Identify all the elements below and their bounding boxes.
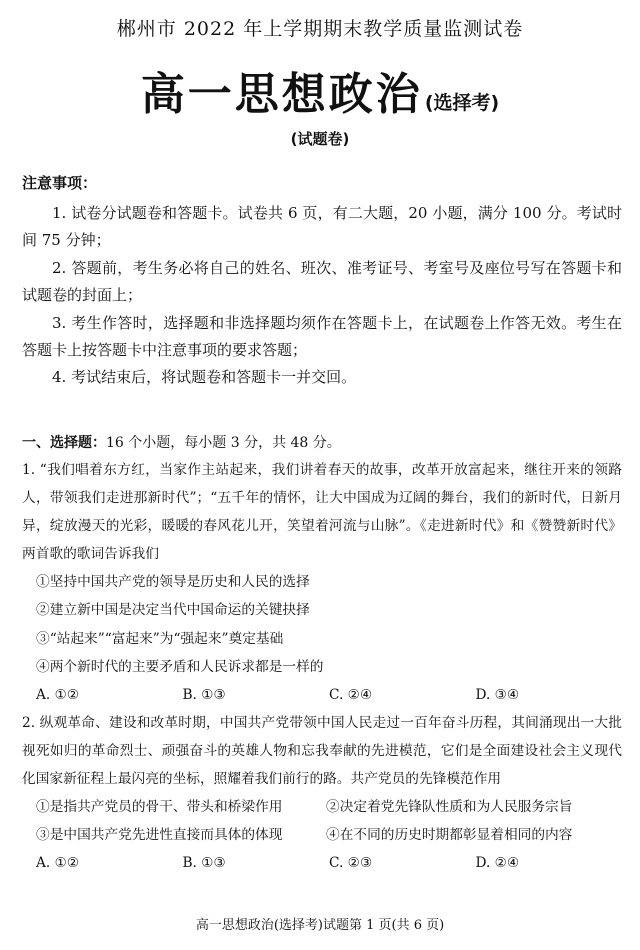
- question-option: ④两个新时代的主要矛盾和人民诉求都是一样的: [36, 658, 324, 675]
- notice-list: [22, 200, 622, 392]
- question-option: ②建立新中国是决定当代中国命运的关键抉择: [36, 602, 310, 619]
- answer-choice-a: A. ①②: [36, 855, 80, 872]
- page-footer: 高一思想政治(选择考)试题第 1 页(共 6 页): [195, 918, 445, 933]
- question-1: [22, 456, 622, 709]
- answer-choice-c: C. ②④: [329, 686, 373, 703]
- answer-choices: [22, 681, 622, 709]
- option-row: [22, 793, 622, 821]
- question-2: [22, 709, 622, 878]
- question-option: ③“站起来”“富起来”为“强起来”奠定基础: [36, 630, 284, 647]
- answer-choice-d: D. ③④: [475, 686, 520, 703]
- question-stem: 1. “我们唱着东方红，当家作主站起来，我们讲着春天的故事，改革开放富起来，继往开来的领路人，带领我们走进那新时代”；“五千年的情怀，让大中国成为辽阔的舞台，我们的新时代，日新月异，绽放漫天的光彩，暖暖的春风花儿开，笑望着河流与山脉”。《走进新时代》和《赞赞新时代》两首歌的歌词告诉我们: [22, 462, 622, 563]
- notice-title: 注意事项：: [22, 174, 98, 192]
- section-label: 一、选择题：: [22, 435, 106, 451]
- exam-org-title: 郴州市 2022 年上学期期末教学质量监测试卷: [116, 18, 524, 40]
- question-option: ①坚持中国共产党的领导是历史和人民的选择: [36, 574, 310, 591]
- booklet-label: (试题卷): [290, 130, 350, 148]
- answer-choice-b: B. ①③: [182, 855, 226, 872]
- question-option: ③是中国共产党先进性直接而具体的体现: [36, 827, 283, 844]
- question-option: ②决定着党先锋队性质和为人民服务宗旨: [326, 799, 573, 816]
- notice-item: 1. 试卷分试题卷和答题卡。试卷共 6 页，有二大题，20 小题，满分 100 分。考试时间 75 分钟；: [22, 204, 622, 250]
- answer-choice-d: D. ②④: [475, 855, 520, 872]
- subject-title: 高一思想政治: [140, 69, 423, 120]
- subject-title-line: [0, 58, 640, 122]
- question-list: [22, 456, 622, 877]
- subject-note: (选择考): [424, 92, 500, 114]
- answer-choice-c: C. ②③: [329, 855, 373, 872]
- section-info: 16 个小题，每小题 3 分，共 48 分。: [106, 435, 341, 451]
- option-row: [22, 821, 622, 849]
- question-option: ④在不同的历史时期都彰显着相同的内容: [326, 827, 573, 844]
- answer-choice-b: B. ①③: [182, 686, 226, 703]
- question-option: ①是指共产党员的骨干、带头和桥梁作用: [36, 799, 283, 816]
- notice-item: 4. 考试结束后，将试题卷和答题卡一并交回。: [52, 368, 357, 387]
- notice-item: 3. 考生作答时，选择题和非选择题均须作在答题卡上，在试题卷上作答无效。考生在答题卡上按答题卡中注意事项的要求答题；: [22, 313, 622, 360]
- notice-item: 2. 答题前，考生务必将自己的姓名、班次、准考证号、考室号及座位号写在答题卡和试题卷的封面上；: [22, 258, 622, 305]
- section-heading: [22, 432, 341, 452]
- answer-choice-a: A. ①②: [36, 686, 80, 703]
- question-stem: 2. 纵观革命、建设和改革时期，中国共产党带领中国人民走过一百年奋斗历程，其间涌现出一大批视死如归的革命烈士、顽强奋斗的英雄人物和忘我奉献的先进模范，它们是全面建设社会主义现代化国家新征程上最闪亮的坐标，照耀着我们前行的路。共产党员的先锋模范作用: [22, 714, 622, 788]
- answer-choices: [22, 849, 622, 877]
